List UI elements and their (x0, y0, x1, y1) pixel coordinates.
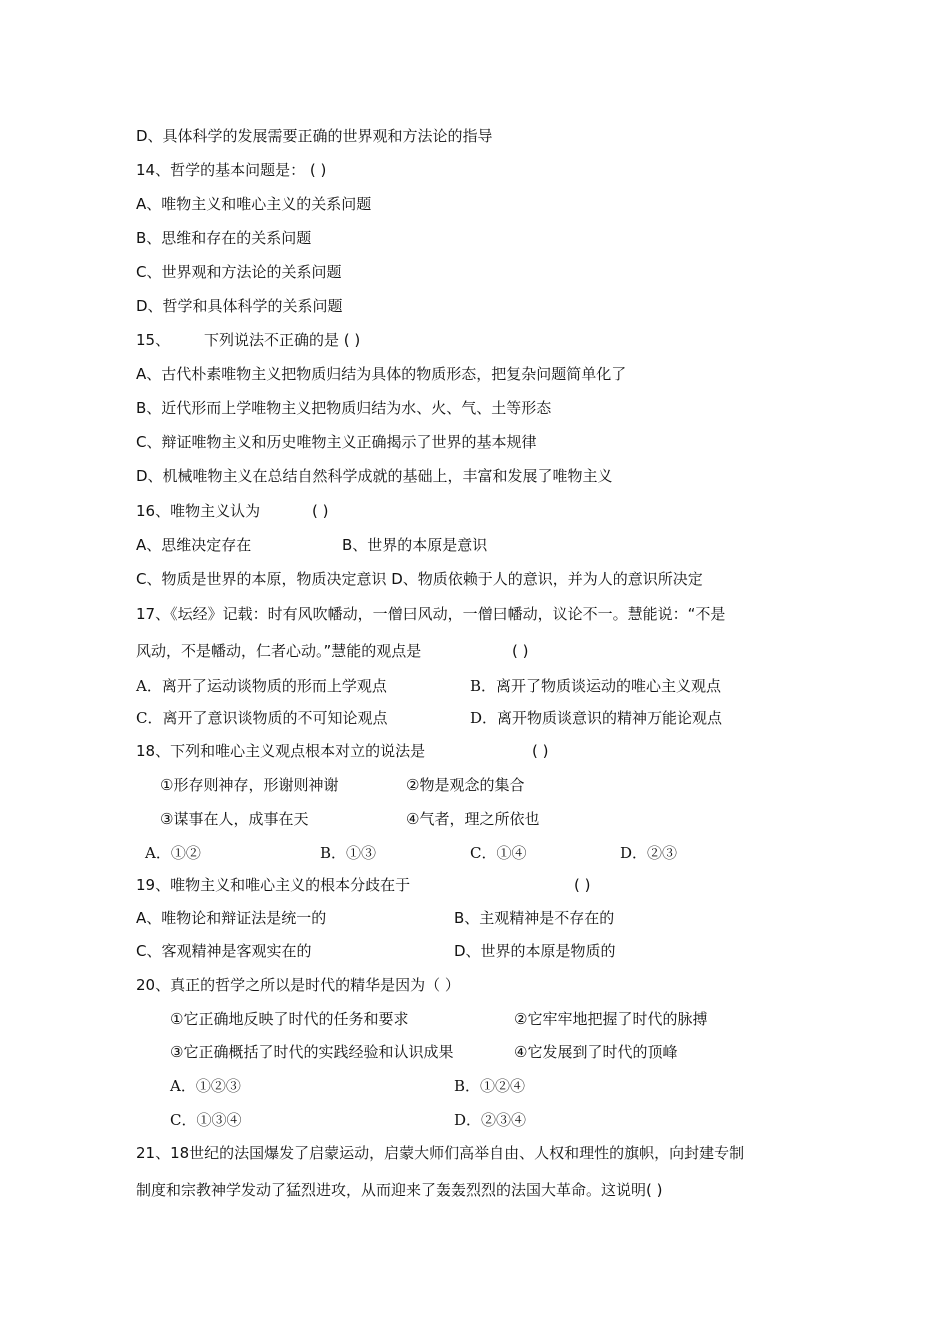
q20-option-b: B．①②④ (454, 1077, 526, 1095)
q16-answer-paren: ( ) (312, 502, 329, 520)
q15-option-b: B、近代形而上学唯物主义把物质归结为水、火、气、土等形态 (136, 399, 552, 417)
q14-option-d: D、哲学和具体科学的关系问题 (136, 297, 343, 315)
q19-option-b: B、主观精神是不存在的 (454, 909, 615, 927)
q21-stem-line2: 制度和宗教神学发动了猛烈进攻，从而迎来了轰轰烈烈的法国大革命。这说明( ) (136, 1181, 663, 1199)
q15-number: 15、 (136, 331, 171, 349)
q14-option-b: B、思维和存在的关系问题 (136, 229, 312, 247)
q16-option-cd: C、物质是世界的本原，物质决定意识 D、物质依赖于人的意识，并为人的意识所决定 (136, 570, 703, 588)
q17-option-a: A．离开了运动谈物质的形而上学观点 (136, 677, 387, 695)
q18-statement-3: ③谋事在人，成事在天 (160, 810, 309, 828)
q16-option-b: B、世界的本原是意识 (342, 536, 488, 554)
q17-option-b: B．离开了物质谈运动的唯心主义观点 (470, 677, 722, 695)
q20-option-a: A．①②③ (170, 1077, 241, 1095)
q13-option-d: D、具体科学的发展需要正确的世界观和方法论的指导 (136, 127, 493, 145)
q20-statement-1: ①它正确地反映了时代的任务和要求 (170, 1010, 409, 1028)
q18-statement-1: ①形存则神存，形谢则神谢 (160, 776, 339, 794)
q20-statement-4: ④它发展到了时代的顶峰 (514, 1043, 678, 1061)
q20-stem: 20、真正的哲学之所以是时代的精华是因为（ ） (136, 976, 460, 994)
q14-option-a: A、唯物主义和唯心主义的关系问题 (136, 195, 372, 213)
q18-statement-4: ④气者，理之所依也 (406, 810, 540, 828)
q17-answer-paren: ( ) (512, 642, 529, 660)
q16-option-a: A、思维决定存在 (136, 536, 252, 554)
q19-option-c: C、客观精神是客观实在的 (136, 942, 312, 960)
q14-option-c: C、世界观和方法论的关系问题 (136, 263, 342, 281)
q14-stem: 14、哲学的基本问题是： ( ) (136, 161, 327, 179)
q17-option-c: C．离开了意识谈物质的不可知论观点 (136, 709, 388, 727)
q15-stem: 下列说法不正确的是 ( ) (204, 331, 361, 349)
q15-option-a: A、古代朴素唯物主义把物质归结为具体的物质形态，把复杂问题简单化了 (136, 365, 627, 383)
q19-option-d: D、世界的本原是物质的 (454, 942, 616, 960)
q18-statement-2: ②物是观念的集合 (406, 776, 525, 794)
q19-stem: 19、唯物主义和唯心主义的根本分歧在于 (136, 876, 411, 894)
q17-option-d: D．离开物质谈意识的精神万能论观点 (470, 709, 723, 727)
q18-option-a: A．①② (145, 844, 201, 862)
q15-option-c: C、辩证唯物主义和历史唯物主义正确揭示了世界的基本规律 (136, 433, 537, 451)
q15-option-d: D、机械唯物主义在总结自然科学成就的基础上，丰富和发展了唯物主义 (136, 467, 613, 485)
q18-option-c: C．①④ (470, 844, 527, 862)
q20-statement-2: ②它牢牢地把握了时代的脉搏 (514, 1010, 708, 1028)
q20-statement-3: ③它正确概括了时代的实践经验和认识成果 (170, 1043, 454, 1061)
q18-answer-paren: ( ) (532, 742, 549, 760)
q20-option-d: D．②③④ (454, 1111, 527, 1129)
q16-stem: 16、唯物主义认为 (136, 502, 261, 520)
q18-option-b: B．①③ (320, 844, 377, 862)
q21-stem-line1: 21、18世纪的法国爆发了启蒙运动，启蒙大师们高举自由、人权和理性的旗帜，向封建专制 (136, 1144, 745, 1162)
q17-stem-line2: 风动，不是幡动，仁者心动。”慧能的观点是 (136, 642, 422, 660)
q18-option-d: D．②③ (620, 844, 678, 862)
q19-answer-paren: ( ) (574, 876, 591, 894)
q20-option-c: C．①③④ (170, 1111, 242, 1129)
q18-stem: 18、下列和唯心主义观点根本对立的说法是 (136, 742, 426, 760)
q19-option-a: A、唯物论和辩证法是统一的 (136, 909, 327, 927)
q17-stem-line1: 17、《坛经》记载：时有风吹幡动，一僧曰风动，一僧曰幡动，议论不一。慧能说：“不是 (136, 605, 726, 623)
